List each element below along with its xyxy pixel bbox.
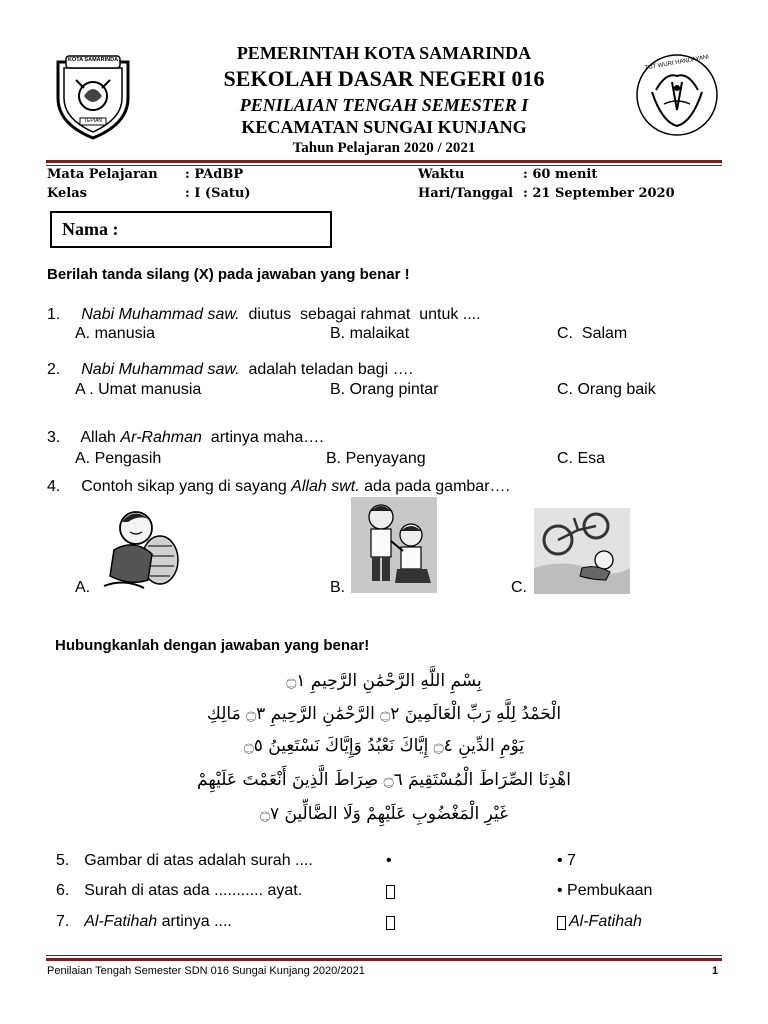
question-3 bbox=[47, 429, 324, 447]
item-number: 6. bbox=[56, 882, 70, 899]
match-box-answer-icon[interactable] bbox=[557, 916, 566, 930]
footer-text: Penilaian Tengah Semester SDN 016 Sungai Kunjang 2020/2021 bbox=[47, 965, 365, 977]
footer-rule-thin bbox=[46, 955, 722, 956]
item-text: artinya .... bbox=[157, 913, 232, 930]
question-italic: Nabi Muhammad saw. bbox=[81, 306, 240, 323]
header-school-year: Tahun Pelajaran 2020 / 2021 bbox=[292, 140, 476, 156]
logo-left-text: KOTA SAMARINDA bbox=[67, 57, 119, 63]
question-italic: Nabi Muhammad saw. bbox=[81, 361, 240, 378]
q2-option-a[interactable]: A . Umat manusia bbox=[75, 381, 202, 398]
match-answer-al-fatihah[interactable]: Al-Fatihah bbox=[569, 913, 642, 930]
match-answer-7[interactable]: • 7 bbox=[557, 852, 576, 869]
question-2 bbox=[47, 361, 413, 379]
q2-option-b[interactable]: B. Orang pintar bbox=[330, 381, 439, 398]
question-text: adalah teladan bagi …. bbox=[239, 361, 414, 378]
section2-instruction: Hubungkanlah dengan jawaban yang benar! bbox=[55, 637, 370, 654]
mapel-label: Mata Pelajaran bbox=[47, 167, 158, 182]
question-number: 1. bbox=[47, 306, 61, 323]
q4-option-b[interactable]: B. bbox=[330, 579, 346, 596]
match-dot-6-icon[interactable] bbox=[386, 885, 395, 899]
q1-option-a[interactable]: A. manusia bbox=[75, 325, 156, 342]
page-number: 1 bbox=[712, 965, 719, 977]
question-text: artinya maha…. bbox=[201, 429, 324, 446]
question-number: 4. bbox=[47, 478, 61, 495]
question-italic: Ar-Rahman bbox=[120, 429, 202, 446]
header-district: KECAMATAN SUNGAI KUNJANG bbox=[241, 117, 527, 137]
arabic-line-4: اهْدِنَا الصِّرَاطَ الْمُسْتَقِيمَ ۝٦ صِرَاطَ الَّذِينَ أَنْعَمْتَ عَلَيْهِمْ bbox=[197, 770, 571, 790]
match-item-6 bbox=[56, 882, 302, 900]
arabic-line-3: يَوْمِ الدِّينِ ۝٤ إِيَّاكَ نَعْبُدُ وَإِيَّاكَ نَسْتَعِينُ ۝٥ bbox=[243, 736, 525, 756]
q1-option-c[interactable]: C. Salam bbox=[557, 325, 628, 342]
match-answer-pembukaan[interactable]: • Pembukaan bbox=[557, 882, 653, 899]
q4-option-c[interactable]: C. bbox=[511, 579, 527, 596]
header-exam-title: PENILAIAN TENGAH SEMESTER I bbox=[239, 95, 529, 115]
footer-rule-thick bbox=[46, 958, 722, 961]
waktu-label: Waktu bbox=[418, 167, 465, 182]
arabic-line-1: بِسْمِ اللَّهِ الرَّحْمَٰنِ الرَّحِيمِ ۝١ bbox=[286, 671, 482, 691]
header-rule-thick bbox=[46, 160, 722, 163]
question-pre: Contoh sikap yang di sayang bbox=[81, 478, 292, 495]
question-1 bbox=[47, 306, 481, 324]
q3-option-a[interactable]: A. Pengasih bbox=[75, 450, 162, 467]
picture-c-fallen-bicycle[interactable] bbox=[534, 508, 630, 594]
q4-option-a[interactable]: A. bbox=[75, 579, 91, 596]
picture-b-helping-friend[interactable] bbox=[351, 497, 437, 593]
question-text: diutus sebagai rahmat untuk .... bbox=[239, 306, 481, 323]
item-number: 5. bbox=[56, 852, 70, 869]
item-text: Gambar di atas adalah surah .... bbox=[84, 852, 313, 869]
section1-instruction: Berilah tanda silang (X) pada jawaban yang benar ! bbox=[47, 266, 410, 283]
item-italic: Al-Fatihah bbox=[84, 913, 158, 930]
question-4 bbox=[47, 478, 510, 496]
arabic-line-2: الْحَمْدُ لِلَّهِ رَبِّ الْعَالَمِينَ ۝٢ الرَّحْمَٰنِ الرَّحِيمِ ۝٣ مَالِكِ bbox=[206, 704, 562, 724]
q3-option-c[interactable]: C. Esa bbox=[557, 450, 606, 467]
question-pre: Allah bbox=[80, 429, 121, 446]
match-item-7 bbox=[56, 913, 232, 931]
nama-label: Nama : bbox=[62, 219, 119, 239]
nama-box[interactable] bbox=[50, 211, 332, 248]
hari-value: : 21 September 2020 bbox=[523, 186, 675, 201]
item-number: 7. bbox=[56, 913, 70, 930]
question-number: 2. bbox=[47, 361, 61, 378]
kelas-value: : I (Satu) bbox=[185, 186, 251, 201]
kelas-label: Kelas bbox=[47, 186, 87, 201]
match-dot-5[interactable]: • bbox=[386, 852, 392, 869]
logo-right-text: TUT WURI HANDAYANI bbox=[644, 54, 710, 72]
q3-option-b[interactable]: B. Penyayang bbox=[326, 450, 426, 467]
match-dot-7-icon[interactable] bbox=[386, 916, 395, 930]
question-number: 3. bbox=[47, 429, 61, 446]
question-italic: Allah swt. bbox=[291, 478, 360, 495]
mapel-value: : PAdBP bbox=[185, 167, 244, 182]
item-text: Surah di atas ada ........... ayat. bbox=[84, 882, 303, 899]
logo-left-bottom-text: TEPIAN bbox=[83, 118, 103, 124]
header-rule-thin bbox=[46, 165, 722, 166]
question-text: ada pada gambar…. bbox=[359, 478, 510, 495]
arabic-line-5: غَيْرِ الْمَغْضُوبِ عَلَيْهِمْ وَلَا الضَّالِّينَ ۝٧ bbox=[259, 804, 508, 824]
header-school-name: SEKOLAH DASAR NEGERI 016 bbox=[223, 66, 545, 91]
hari-label: Hari/Tanggal bbox=[418, 186, 514, 201]
header-line-1: PEMERINTAH KOTA SAMARINDA bbox=[236, 43, 532, 63]
picture-a-boy-crying[interactable] bbox=[94, 502, 190, 594]
q2-option-c[interactable]: C. Orang baik bbox=[557, 381, 656, 398]
waktu-value: : 60 menit bbox=[523, 167, 598, 182]
match-item-5 bbox=[56, 852, 313, 870]
q1-option-b[interactable]: B. malaikat bbox=[330, 325, 410, 342]
